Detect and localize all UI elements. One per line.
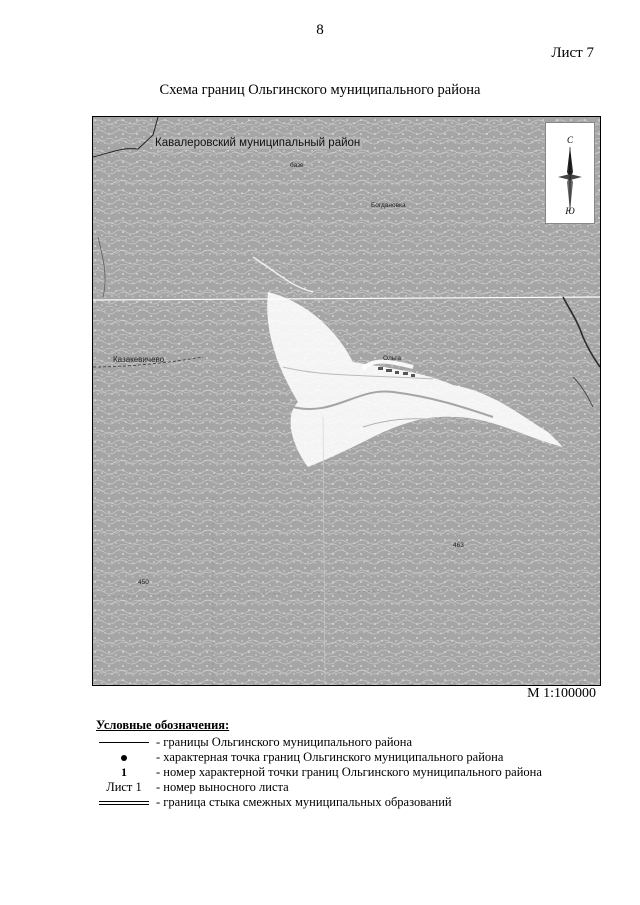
point-number-symbol: 1 xyxy=(121,765,127,779)
page-title: Схема границ Ольгинского муниципального района xyxy=(159,82,481,98)
compass-south-label: Ю xyxy=(565,206,575,216)
legend-item-text: - характерная точка границ Ольгинского муниципального района xyxy=(156,750,504,764)
legend xyxy=(96,718,606,810)
legend-item xyxy=(96,765,606,780)
sheet-label: Лист 7 xyxy=(551,45,594,61)
map-label-kazakevichevo: Казакевичево xyxy=(113,355,165,364)
map-frame[interactable] xyxy=(92,116,601,686)
boundary-point-symbol xyxy=(121,755,127,761)
legend-item xyxy=(96,780,606,795)
map-terrain xyxy=(93,117,600,685)
map-scale: М 1:100000 xyxy=(527,686,596,701)
legend-item-text: - номер выносного листа xyxy=(156,780,289,794)
map-label: базе xyxy=(290,162,304,169)
map-label-height: 450 xyxy=(138,579,149,586)
legend-item xyxy=(96,735,606,750)
sheet-number-symbol: Лист 1 xyxy=(106,780,142,794)
legend-item-text: - номер характерной точки границ Ольгинского муниципального района xyxy=(156,765,542,779)
map-label-bogdanovka: Богдановка xyxy=(371,202,406,209)
compass-rose xyxy=(545,122,595,224)
legend-item-text: - граница стыка смежных муниципальных образований xyxy=(156,795,452,809)
page-number: 8 xyxy=(316,22,324,38)
compass-north-label: С xyxy=(566,135,573,145)
legend-title: Условные обозначения: xyxy=(96,718,230,732)
legend-item xyxy=(96,750,606,765)
map-label-settlement: Ольга xyxy=(383,355,402,362)
junction-boundary-symbol xyxy=(99,801,149,805)
legend-item xyxy=(96,795,606,810)
map-label-height: 463 xyxy=(453,542,464,549)
district-label: Кавалеровский муниципальный район xyxy=(155,137,361,149)
boundary-line-symbol xyxy=(99,742,149,743)
legend-item-text: - границы Ольгинского муниципального района xyxy=(156,735,413,749)
